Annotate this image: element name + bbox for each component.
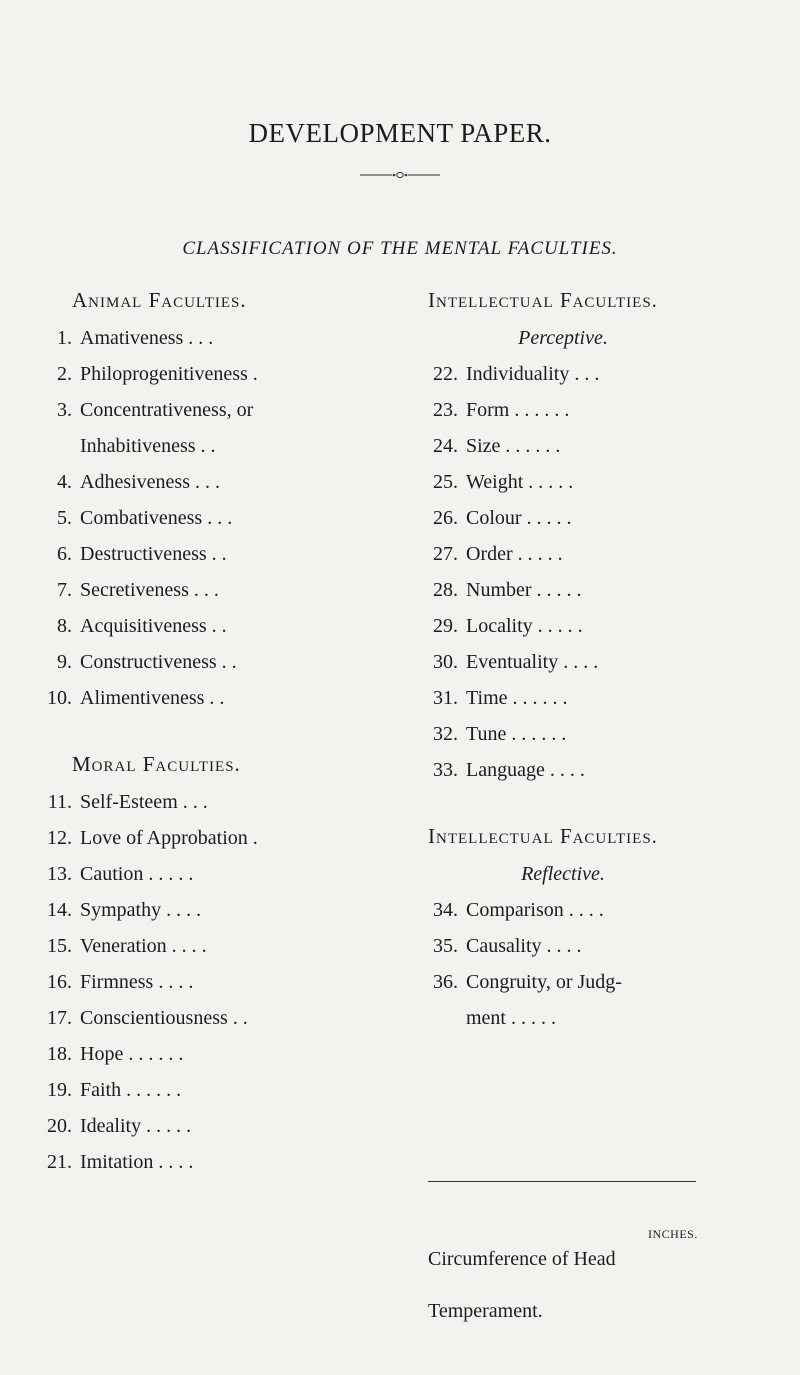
faculty-item — [42, 680, 292, 716]
faculty-number: 2. — [57, 363, 72, 385]
faculty-number: 24. — [433, 435, 458, 457]
faculty-name: Conscientiousness . . — [80, 1007, 248, 1029]
faculty-number: 16. — [47, 971, 72, 993]
faculty-item — [428, 392, 698, 428]
faculty-item — [42, 1036, 292, 1072]
faculty-item — [42, 464, 292, 500]
faculty-number: 10. — [47, 687, 72, 709]
faculty-item-continuation — [42, 428, 292, 464]
faculty-name: Concentrativeness, or — [80, 399, 254, 421]
intellectual-perceptive-heading: Intellectual Faculties. — [428, 288, 658, 312]
faculty-name: Caution . . . . . — [80, 863, 194, 885]
faculty-name: Causality . . . . — [466, 935, 582, 957]
faculty-item — [42, 964, 292, 1000]
faculty-number: 13. — [47, 863, 72, 885]
faculty-number: 36. — [433, 971, 458, 993]
faculty-item — [42, 856, 292, 892]
faculty-name: Destructiveness . . — [80, 543, 227, 565]
faculty-item — [42, 356, 292, 392]
horizontal-rule — [428, 1181, 696, 1182]
reflective-subheading: Reflective. — [521, 863, 605, 885]
faculty-name: Constructiveness . . — [80, 651, 237, 673]
faculty-item — [428, 608, 698, 644]
faculty-item — [428, 500, 698, 536]
faculty-item — [42, 892, 292, 928]
animal-faculties-heading: Animal Faculties. — [72, 288, 247, 312]
faculty-name: Veneration . . . . — [80, 935, 207, 957]
faculty-item — [428, 680, 698, 716]
inches-label: INCHES. — [648, 1227, 698, 1241]
faculty-item — [42, 320, 292, 356]
faculty-item — [428, 464, 698, 500]
faculty-name: Firmness . . . . — [80, 971, 194, 993]
faculty-name: Hope . . . . . . — [80, 1043, 184, 1065]
faculty-name: Order . . . . . — [466, 543, 563, 565]
faculty-item — [42, 1000, 292, 1036]
faculty-item — [428, 964, 698, 1000]
faculty-name: Comparison . . . . — [466, 899, 604, 921]
right-column — [428, 280, 698, 1036]
faculty-number: 22. — [433, 363, 458, 385]
faculty-number: 4. — [57, 471, 72, 493]
animal-faculties-list — [42, 320, 292, 716]
circumference-label: Circumference of Head — [428, 1248, 616, 1270]
faculty-number: 14. — [47, 899, 72, 921]
faculty-number: 25. — [433, 471, 458, 493]
faculty-number: 6. — [57, 543, 72, 565]
faculty-name: Form . . . . . . — [466, 399, 570, 421]
faculty-item — [42, 928, 292, 964]
faculty-name: Tune . . . . . . — [466, 723, 567, 745]
faculty-number: 29. — [433, 615, 458, 637]
perceptive-subheading: Perceptive. — [518, 327, 608, 349]
faculty-name: Alimentiveness . . — [80, 687, 225, 709]
faculty-number: 5. — [57, 507, 72, 529]
faculty-item — [42, 820, 292, 856]
faculty-number: 30. — [433, 651, 458, 673]
faculty-number: 1. — [57, 327, 72, 349]
faculty-number: 9. — [57, 651, 72, 673]
faculty-number: 26. — [433, 507, 458, 529]
faculty-name: Individuality . . . — [466, 363, 600, 385]
faculty-item — [42, 572, 292, 608]
faculty-name: Amativeness . . . — [80, 327, 214, 349]
faculty-name: Love of Approbation . — [80, 827, 258, 849]
faculty-name: Combativeness . . . — [80, 507, 233, 529]
faculty-name: Time . . . . . . — [466, 687, 568, 709]
reflective-faculties-list — [428, 892, 698, 1036]
faculty-item — [42, 784, 292, 820]
faculty-number: 34. — [433, 899, 458, 921]
faculty-item — [428, 428, 698, 464]
ornament-divider — [360, 170, 440, 180]
faculty-item — [42, 1072, 292, 1108]
left-column — [42, 280, 292, 1180]
faculty-item — [428, 536, 698, 572]
faculty-name: Eventuality . . . . — [466, 651, 599, 673]
faculty-item — [428, 572, 698, 608]
faculty-name: Locality . . . . . — [466, 615, 583, 637]
faculty-number: 32. — [433, 723, 458, 745]
faculty-number: 11. — [47, 791, 72, 813]
faculty-name-continued: Inhabitiveness . . — [80, 435, 216, 457]
faculty-number: 3. — [57, 399, 72, 421]
faculty-number: 20. — [47, 1115, 72, 1137]
perceptive-faculties-list — [428, 356, 698, 788]
faculty-number: 35. — [433, 935, 458, 957]
faculty-name: Number . . . . . — [466, 579, 582, 601]
faculty-name: Sympathy . . . . — [80, 899, 202, 921]
faculty-name: Philoprogenitiveness . — [80, 363, 258, 385]
faculty-name: Ideality . . . . . — [80, 1115, 192, 1137]
faculty-item — [428, 892, 698, 928]
page-title: DEVELOPMENT PAPER. — [248, 118, 552, 148]
faculty-name: Size . . . . . . — [466, 435, 561, 457]
temperament-label: Temperament. — [428, 1300, 543, 1322]
faculty-name: Congruity, or Judg- — [466, 971, 622, 993]
faculty-item — [42, 536, 292, 572]
faculty-number: 28. — [433, 579, 458, 601]
faculty-number: 8. — [57, 615, 72, 637]
moral-faculties-heading: Moral Faculties. — [72, 752, 241, 776]
faculty-number: 12. — [47, 827, 72, 849]
faculty-name: Acquisitiveness . . — [80, 615, 227, 637]
faculty-name-continued: ment . . . . . — [466, 1007, 556, 1029]
faculty-number: 7. — [57, 579, 72, 601]
faculty-item — [42, 608, 292, 644]
faculty-name: Imitation . . . . — [80, 1151, 194, 1173]
intellectual-reflective-heading: Intellectual Faculties. — [428, 824, 658, 848]
faculty-item — [428, 928, 698, 964]
faculty-number: 19. — [47, 1079, 72, 1101]
faculty-number: 31. — [433, 687, 458, 709]
faculty-name: Language . . . . — [466, 759, 585, 781]
faculty-name: Weight . . . . . — [466, 471, 574, 493]
faculty-item — [42, 392, 292, 428]
faculty-number: 33. — [433, 759, 458, 781]
faculty-item-continuation — [428, 1000, 698, 1036]
faculty-item — [428, 752, 698, 788]
faculty-number: 27. — [433, 543, 458, 565]
faculty-name: Adhesiveness . . . — [80, 471, 220, 493]
moral-faculties-list — [42, 784, 292, 1180]
faculty-item — [42, 1144, 292, 1180]
faculty-number: 17. — [47, 1007, 72, 1029]
faculty-item — [42, 644, 292, 680]
faculty-item — [42, 1108, 292, 1144]
faculty-item — [42, 500, 292, 536]
faculty-number: 21. — [47, 1151, 72, 1173]
faculty-name: Secretiveness . . . — [80, 579, 219, 601]
faculty-item — [428, 356, 698, 392]
faculty-name: Faith . . . . . . — [80, 1079, 182, 1101]
faculty-number: 15. — [47, 935, 72, 957]
faculty-item — [428, 644, 698, 680]
classification-subtitle: CLASSIFICATION OF THE MENTAL FACULTIES. — [182, 238, 618, 259]
faculty-number: 18. — [47, 1043, 72, 1065]
faculty-name: Colour . . . . . — [466, 507, 572, 529]
faculty-item — [428, 716, 698, 752]
faculty-number: 23. — [433, 399, 458, 421]
faculty-name: Self-Esteem . . . — [80, 791, 208, 813]
